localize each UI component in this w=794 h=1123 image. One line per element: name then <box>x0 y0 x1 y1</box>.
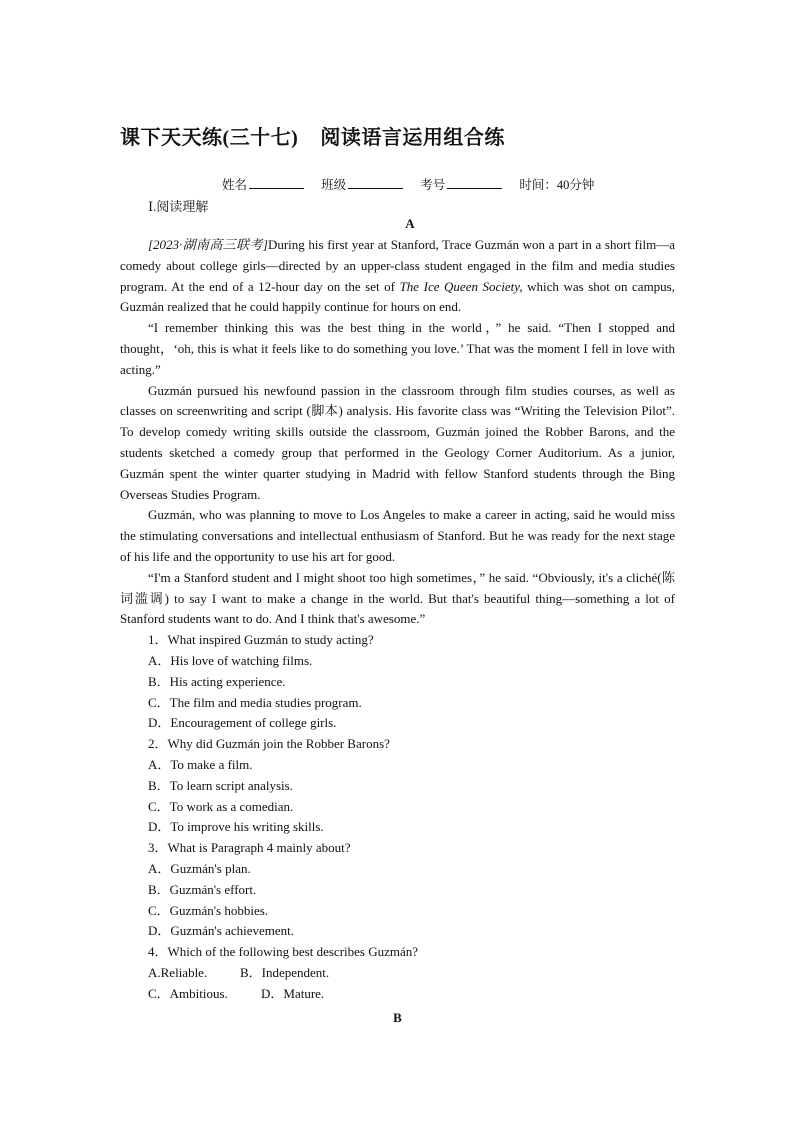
answer-option[interactable]: C．The film and media studies program. <box>148 694 362 710</box>
exam-no-label: 考号 <box>420 178 446 192</box>
passage-paragraph-3: Guzmán pursued his newfound passion in the classroom through film studies courses, as well as classes on screenwriting and script (脚本) analysis. His favorite class was “Writing the Television Pilot”. To develop comedy writing skills outside the classroom, Guzmán joined the Robber Barons, and the students sketched a comedy group that performed in the Geology Corner Auditorium. As a junior, Guzmán spent the winter quarter studying in Madrid with fellow Stanford students through the Bing Overseas Studies Program. <box>120 382 675 502</box>
passage-paragraph-1: [2023·湖南高三联考]During his first year at Stanford, Trace Guzmán won a part in a short film—a comedy about college girls—directed by an upper-class student engaged in the film and media studies program. At the end of a 12-hour day on the set of The Ice Queen Society, which was shot on campus, Guzmán realized that he could happily continue for hours on end. <box>120 237 675 315</box>
source-tag: [2023·湖南高三联考] <box>148 237 268 252</box>
passage-paragraph-5: “I'm a Stanford student and I might shoot too high sometimes，” he said. “Obviously, it's a cliché(陈词滥调) to say I want to make a change in the world. But that's beautiful thing—something a lot of Stanford students want to do. And I think that's awesome.” <box>120 569 675 627</box>
question-stem: 3．What is Paragraph 4 mainly about? <box>148 840 351 856</box>
name-label: 姓名 <box>222 178 248 192</box>
question-1 <box>120 630 675 734</box>
name-blank[interactable] <box>249 176 304 189</box>
passage-paragraph-4: Guzmán, who was planning to move to Los Angeles to make a career in acting, said he would miss the stimulating conversations and intellectual enthusiasm of Stanford. But he was ready for the next stage of his life and the opportunity to use his art for good. <box>120 507 675 564</box>
answer-option[interactable]: B．Guzmán's effort. <box>148 881 257 897</box>
answer-option[interactable]: D．Encouragement of college girls. <box>148 715 337 731</box>
answer-option[interactable]: A.Reliable. <box>148 964 208 980</box>
answer-option[interactable]: D．Mature. <box>261 985 325 1001</box>
answer-option[interactable]: A．His love of watching films. <box>148 652 313 668</box>
exam-no-blank[interactable] <box>447 176 502 189</box>
answer-option[interactable]: C．Guzmán's hobbies. <box>148 902 269 918</box>
answer-option[interactable]: D．Guzmán's achievement. <box>148 923 295 939</box>
film-title: The Ice Queen Society, <box>399 278 523 294</box>
name-field <box>222 175 304 193</box>
time-limit: 时间：40分钟 <box>519 178 595 192</box>
answer-option[interactable]: B．Independent. <box>240 964 330 980</box>
title-main: 课下天天练(三十七) <box>120 127 299 149</box>
class-label: 班级 <box>321 178 347 192</box>
passage-b-label: B <box>393 1010 402 1026</box>
answer-option[interactable]: A．To make a film. <box>148 756 253 772</box>
answer-option[interactable]: B．His acting experience. <box>148 673 286 689</box>
question-2 <box>120 734 675 838</box>
answer-option[interactable]: C．Ambitious. <box>148 985 228 1001</box>
answer-option[interactable]: B．To learn script analysis. <box>148 777 293 793</box>
title-sub: 阅读语言运用组合练 <box>320 127 505 149</box>
exam-no-field <box>420 175 502 193</box>
page-title <box>120 121 505 150</box>
class-blank[interactable] <box>348 176 403 189</box>
question-stem: 2．Why did Guzmán join the Robber Barons? <box>148 736 390 752</box>
answer-option-row <box>120 963 675 984</box>
answer-option-row <box>120 984 675 1005</box>
question-4 <box>120 942 675 1004</box>
question-stem: 1．What inspired Guzmán to study acting? <box>148 632 374 648</box>
class-field <box>321 175 403 193</box>
answer-option[interactable]: C．To work as a comedian. <box>148 798 294 814</box>
student-info-line <box>222 175 608 193</box>
passage-a-body <box>120 235 675 1029</box>
section-heading: Ⅰ.阅读理解 <box>148 199 209 214</box>
question-3 <box>120 838 675 942</box>
question-stem: 4．Which of the following best describes Guzmán? <box>148 944 419 960</box>
passage-a-label: A <box>405 216 415 231</box>
answer-option[interactable]: D．To improve his writing skills. <box>148 819 324 835</box>
passage-paragraph-2: “I remember thinking this was the best thing in the world，” he said. “Then I stopped and thought，‘oh, this is what it feels like to do something you love.’ That was the moment I fell in love with acting.” <box>120 320 675 377</box>
answer-option[interactable]: A．Guzmán's plan. <box>148 860 251 876</box>
